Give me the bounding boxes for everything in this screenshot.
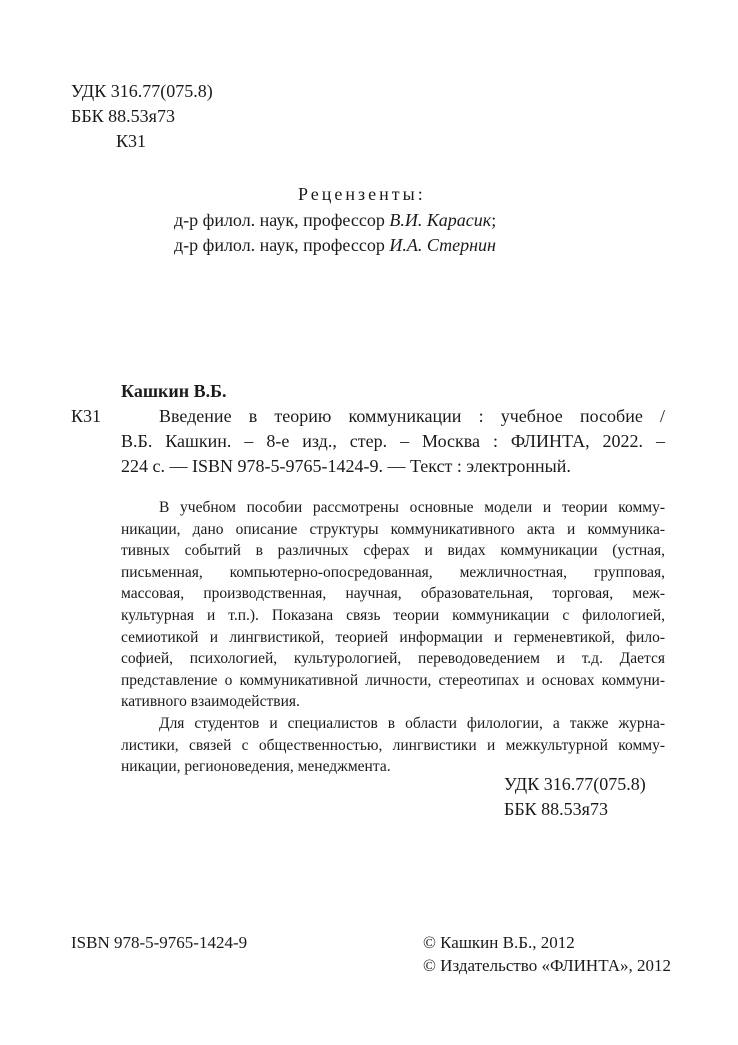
annotation-line: семиотикой и лингвистикой, теорией информации и герменевтикой, фило-: [121, 628, 665, 646]
reviewer-1-name: В.И. Карасик: [389, 210, 492, 230]
reviewer-1-suffix: ;: [491, 210, 497, 230]
reviewers-title: Рецензенты:: [298, 184, 426, 204]
reviewer-2-prefix: д-р филол. наук, профессор: [174, 235, 390, 255]
footer-bbk-code: ББК 88.53я73: [504, 799, 608, 819]
annotation-line: письменная, компьютерно-опосредованная, межличностная, групповая,: [121, 563, 665, 581]
annotation-paragraph-2: [121, 713, 665, 778]
annotation-line: представление о коммуникативной личности, стереотипах и основах коммуни-: [121, 671, 665, 689]
annotation-line: кативного взаимодействия.: [121, 693, 300, 711]
bib-mark: К31: [71, 406, 102, 426]
annotation-line: массовая, производственная, научная, образовательная, торговая, меж-: [121, 585, 665, 603]
annotation-line: листики, связей с общественностью, лингвистики и межкультурной комму-: [121, 736, 665, 754]
author-mark: К31: [116, 131, 147, 151]
udk-code: УДК 316.77(075.8): [71, 81, 213, 101]
annotation-line: Для студентов и специалистов в области филологии, а также журна-: [159, 714, 665, 732]
copyright-publisher: © Издательство «ФЛИНТА», 2012: [423, 956, 672, 975]
bib-line-2: В.Б. Кашкин. – 8-е изд., стер. – Москва : ФЛИНТА, 2022. –: [121, 431, 665, 451]
bib-author: Кашкин В.Б.: [121, 381, 227, 401]
annotation-paragraph-1: [121, 497, 665, 713]
annotation-line: никации, регионоведения, менеджмента.: [121, 758, 391, 776]
reviewer-1-prefix: д-р филол. наук, профессор: [174, 210, 390, 230]
reviewer-2: [174, 233, 496, 257]
bib-line-3: 224 с. — ISBN 978-5-9765-1424-9. — Текст : электронный.: [121, 456, 571, 476]
footer-udk-code: УДК 316.77(075.8): [504, 774, 646, 794]
annotation-line: никации, дано описание структуры коммуникативного акта и коммуника-: [121, 520, 665, 538]
reviewer-1: [174, 208, 496, 232]
isbn: ISBN 978-5-9765-1424-9: [71, 933, 248, 952]
annotation-line: тивных событий в различных сферах и видах коммуникации (устная,: [121, 542, 665, 560]
annotation-line: В учебном пособии рассмотрены основные модели и теории комму-: [159, 499, 665, 516]
bib-line-1: Введение в теорию коммуникации : учебное пособие /: [159, 406, 665, 426]
annotation-line: культурная и т.п.). Показана связь теории коммуникации с филологией,: [121, 606, 665, 624]
bbk-code: ББК 88.53я73: [71, 106, 175, 126]
copyright-author: © Кашкин В.Б., 2012: [423, 933, 575, 952]
annotation-line: софией, психологией, культурологией, переводоведением и т.д. Дается: [121, 650, 665, 668]
annotation: [121, 497, 665, 778]
reviewer-2-name: И.А. Стернин: [389, 235, 496, 255]
